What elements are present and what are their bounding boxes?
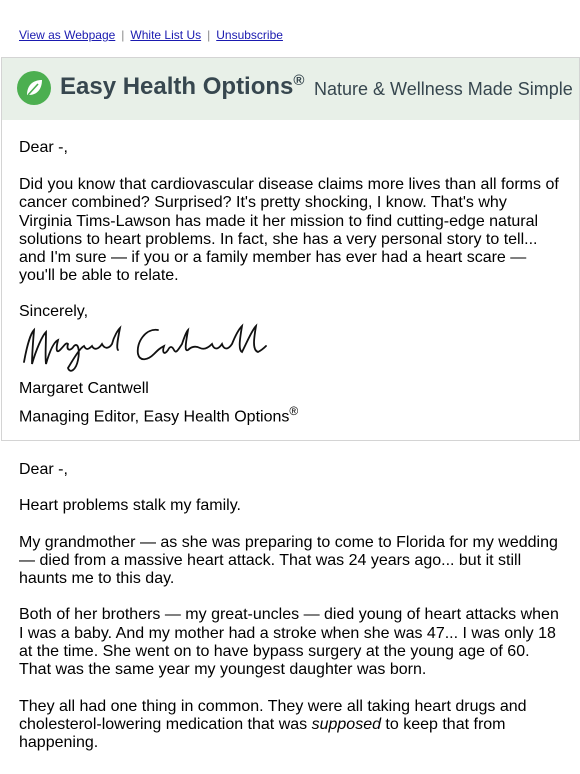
signer-name: Margaret Cantwell <box>19 380 149 397</box>
story-paragraph: Both of her brothers — my great-uncles — died young of heart attacks when I was a baby. And my mother had a stroke when she was 47... I was only 18 at the time. She went on to have bypass surgery at the young age of 60. That was the same year my youngest daughter was born. <box>19 606 559 679</box>
story-body <box>19 461 564 771</box>
leaf-logo-icon <box>16 70 52 106</box>
letter-greeting: Dear -, <box>19 139 68 156</box>
signer-title: Managing Editor, Easy Health Options® <box>19 404 299 426</box>
letter-closing: Sincerely, <box>19 303 89 320</box>
story-paragraph: They all had one thing in common. They were all taking heart drugs and cholesterol-lowering medication that was supposed to keep that from happening. <box>19 697 527 752</box>
view-as-webpage-link[interactable]: View as Webpage <box>19 28 116 42</box>
unsubscribe-link[interactable]: Unsubscribe <box>216 28 283 42</box>
story-greeting: Dear -, <box>19 461 68 478</box>
header-links <box>19 28 283 42</box>
letter-paragraph: Did you know that cardiovascular disease claims more lives than all forms of cancer combined? Surprised? It's pretty shocking, I know. That's why Virginia Tims-Lawson has made it her mission to find cutting-edge natural solutions to heart problems. In fact, she has a very personal story to tell... and I'm sure — if you or a family member has ever had a heart scare — you'll be able to relate. <box>19 176 559 285</box>
white-list-link[interactable]: White List Us <box>130 28 202 42</box>
tagline: Nature & Wellness Made Simple <box>314 79 573 99</box>
brand-banner <box>2 58 579 120</box>
brand-name: Easy Health Options® <box>60 72 305 100</box>
story-paragraph: My grandmother — as she was preparing to come to Florida for my wedding — died from a massive heart attack. That was 24 years ago... but it still haunts me to this day. <box>19 533 558 588</box>
separator: | <box>121 28 125 42</box>
story-paragraph: Heart problems stalk my family. <box>19 497 241 515</box>
separator: | <box>207 28 211 42</box>
handwritten-signature <box>18 320 268 378</box>
